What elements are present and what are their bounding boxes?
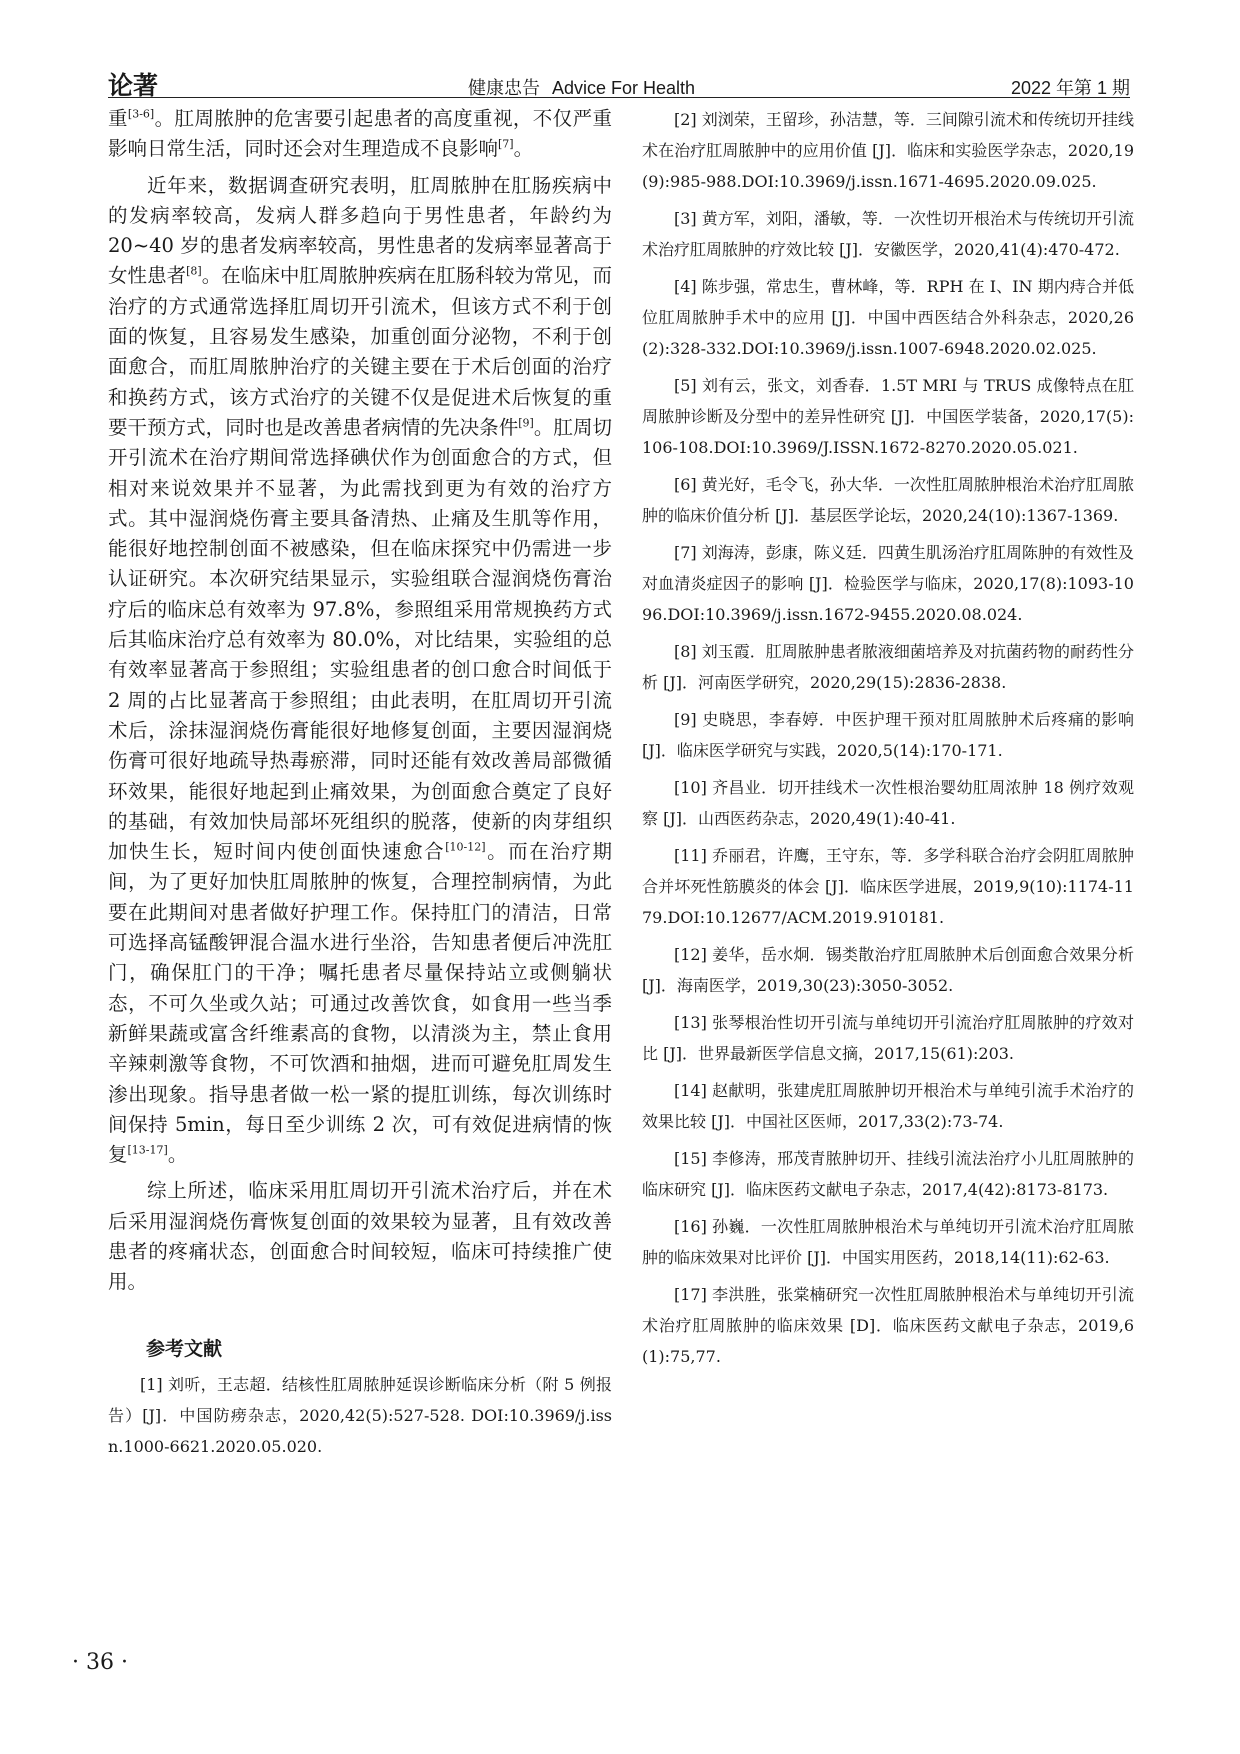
text-run: 。肛周切开引流术在治疗期间常选择碘伏作为创面愈合的方式，但相对来说效果并不显著，为此需找到更为有效的治疗方式。其中湿润烧伤膏主要具备清热、止痛及生肌等作用，能很好地控制创面不被感染，但在临床探究中仍需进一步认证研究。本次研究结果显示，实验组联合湿润烧伤膏治疗后的临床总有效率为 97.8%，参照组采用常规换药方式后其临床治疗总有效率为 80.0%，对比结果，实验组的总有效率显著高于参照组；实验组患者的创口愈合时间低于 2 周的占比显著高于参照组；由此表明，在肛周切开引流术后，涂抹湿润烧伤膏能很好地修复创面，主要因湿润烧伤膏可很好地疏导热毒瘀滞，同时还能有效改善局部微循环效果，能很好地起到止痛效果，为创面愈合奠定了良好的基础，有效加快局部坏死组织的脱落，使新的肉芽组织加快生长，短时间内使创面快速愈合 xyxy=(108,415,612,864)
citation-marker: [7] xyxy=(498,137,514,151)
reference-item: [16] 孙巍．一次性肛周脓肿根治术与单纯切开引流术治疗肛周脓肿的临床效果对比评价 [J]．中国实用医药，2018,14(11):62-63. xyxy=(642,1217,1134,1267)
citation-marker: [13-17] xyxy=(127,1143,168,1157)
reference-item: [17] 李洪胜，张棠楠研究一次性肛周脓肿根治术与单纯切开引流术治疗肛周脓肿的临床效果 [D]．临床医药文献电子杂志，2019,6(1):75,77. xyxy=(642,1285,1134,1366)
text-run: 近年来，数据调查研究表明，肛周脓肿在肛肠疾病中的发病率较高，发病人群多趋向于男性患者，年龄约为 20~40 岁的患者发病率较高，男性患者的发病率显著高于女性患者 xyxy=(108,173,612,288)
reference-item: [3] 黄方军，刘阳，潘敏，等．一次性切开根治术与传统切开引流术治疗肛周脓肿的疗效比较 [J]．安徽医学，2020,41(4):470-472. xyxy=(642,209,1134,259)
reference-item: [11] 乔丽君，许鹰，王守东，等．多学科联合治疗会阴肛周脓肿合并坏死性筋膜炎的体会 [J]．临床医学进展，2019,9(10):1174-1179.DOI:10.12677/ACM.2019.910181. xyxy=(642,846,1134,927)
issue-label: 2022 年第 1 期 xyxy=(1010,78,1130,98)
paragraph-1 xyxy=(108,104,612,165)
text-run: 。肛周脓肿的危害要引起患者的高度重视，不仅严重影响日常生活，同时还会对生理造成不良影响 xyxy=(108,107,612,161)
paragraph-2 xyxy=(108,171,612,1171)
reference-item: [9] 史晓思，李春婷．中医护理干预对肛周脓肿术后疼痛的影响 [J]．临床医学研究与实践，2020,5(14):170-171. xyxy=(642,710,1134,760)
reference-item: [6] 黄光好，毛令飞，孙大华．一次性肛周脓肿根治术治疗肛周脓肿的临床价值分析 [J]．基层医学论坛，2020,24(10):1367-1369. xyxy=(642,475,1134,525)
text-run: 。 xyxy=(167,1143,188,1167)
header-rule xyxy=(108,97,1130,98)
paragraph-3: 综上所述，临床采用肛周切开引流术治疗后，并在术后采用湿润烧伤膏恢复创面的效果较为显著，且有效改善患者的疼痛状态，创面愈合时间较短，临床可持续推广使用。 xyxy=(108,1179,612,1294)
reference-item: [15] 李修涛，邢茂青脓肿切开、挂线引流法治疗小儿肛周脓肿的临床研究 [J]．临床医药文献电子杂志，2017,4(42):8173-8173. xyxy=(642,1149,1134,1199)
page-number: · 36 · xyxy=(72,1650,128,1675)
reference-item: [1] 刘听，王志超．结核性肛周脓肿延误诊断临床分析（附 5 例报告）[J]．中国防痨杂志，2020,42(5):527-528. DOI:10.3969/j.issn.1000-6621.2020.05.020. xyxy=(108,1374,612,1456)
text-run: 。而在治疗期间，为了更好加快肛周脓肿的恢复，合理控制病情，为此要在此期间对患者做好护理工作。保持肛门的清洁，日常可选择高锰酸钾混合温水进行坐浴，告知患者便后冲洗肛门，确保肛门的干净；嘱托患者尽量保持站立或侧躺状态，不可久坐或久站；可通过改善饮食，如食用一些当季新鲜果蔬或富含纤维素高的食物，以清淡为主，禁止食用辛辣刺激等食物，不可饮酒和抽烟，进而可避免肛周发生渗出现象。指导患者做一松一紧的提肛训练，每次训练时间保持 5min，每日至少训练 2 次，可有效促进病情的恢复 xyxy=(108,840,612,1167)
journal-title-cn: 健康忠告 xyxy=(468,78,540,98)
text-run: 。 xyxy=(513,137,534,161)
reference-item: [7] 刘海涛，彭康，陈义廷．四黄生肌汤治疗肛周陈肿的有效性及对血清炎症因子的影响 [J]．检验医学与临床，2020,17(8):1093-1096.DOI:10.3969/j.issn.1672-9455.2020.08.024. xyxy=(642,543,1134,624)
section-label: 论著 xyxy=(108,71,159,100)
citation-marker: [8] xyxy=(186,264,202,278)
reference-item: [12] 姜华，岳水炯．锡类散治疗肛周脓肿术后创面愈合效果分析 [J]．海南医学，2019,30(23):3050-3052. xyxy=(642,945,1134,995)
reference-item: [5] 刘有云，张文，刘香春．1.5T MRI 与 TRUS 成像特点在肛周脓肿诊断及分型中的差异性研究 [J]．中国医学装备，2020,17(5):106-108.DOI:10.3969/J.ISSN.1672-8270.2020.05.021. xyxy=(642,376,1134,457)
references-heading: 参考文献 xyxy=(146,1337,223,1360)
citation-marker: [10-12] xyxy=(445,840,486,854)
journal-title-en: Advice For Health xyxy=(552,78,696,98)
reference-item: [10] 齐昌业．切开挂线术一次性根治婴幼肛周浓肿 18 例疗效观察 [J]．山西医药杂志，2020,49(1):40-41. xyxy=(642,778,1134,828)
reference-item: [8] 刘玉霞．肛周脓肿患者脓液细菌培养及对抗菌药物的耐药性分析 [J]．河南医学研究，2020,29(15):2836-2838. xyxy=(642,642,1134,692)
reference-item: [4] 陈步强，常忠生，曹林峰，等．RPH 在 I、IN 期内痔合并低位肛周脓肿手术中的应用 [J]．中国中西医结合外科杂志，2020,26(2):328-332.DOI:10.3969/j.issn.1007-6948.2020.02.025. xyxy=(642,277,1134,358)
text-run: 。在临床中肛周脓肿疾病在肛肠科较为常见，而治疗的方式通常选择肛周切开引流术，但该方式不利于创面的恢复，且容易发生感染，加重创面分泌物，不利于创面愈合，而肛周脓肿治疗的关键主要在于术后创面的治疗和换药方式，该方式治疗的关键不仅是促进术后恢复的重要干预方式，同时也是改善患者病情的先决条件 xyxy=(108,264,612,439)
reference-item: [13] 张琴根治性切开引流与单纯切开引流治疗肛周脓肿的疗效对比 [J]．世界最新医学信息文摘，2017,15(61):203. xyxy=(642,1013,1134,1063)
text-run: 重 xyxy=(108,107,128,130)
reference-item: [2] 刘浏荣，王留珍，孙洁慧，等．三间隙引流术和传统切开挂线术在治疗肛周脓肿中的应用价值 [J]．临床和实验医学杂志，2020,19(9):985-988.DOI:10.3969/j.issn.1671-4695.2020.09.025. xyxy=(642,110,1134,191)
citation-marker: [9] xyxy=(518,416,534,430)
reference-item: [14] 赵献明，张建虎肛周脓肿切开根治术与单纯引流手术治疗的效果比较 [J]．中国社区医师，2017,33(2):73-74. xyxy=(642,1081,1134,1131)
left-column xyxy=(108,104,612,1468)
page-header xyxy=(108,66,1130,106)
citation-marker: [3-6] xyxy=(127,107,155,121)
right-column xyxy=(642,104,1134,1378)
